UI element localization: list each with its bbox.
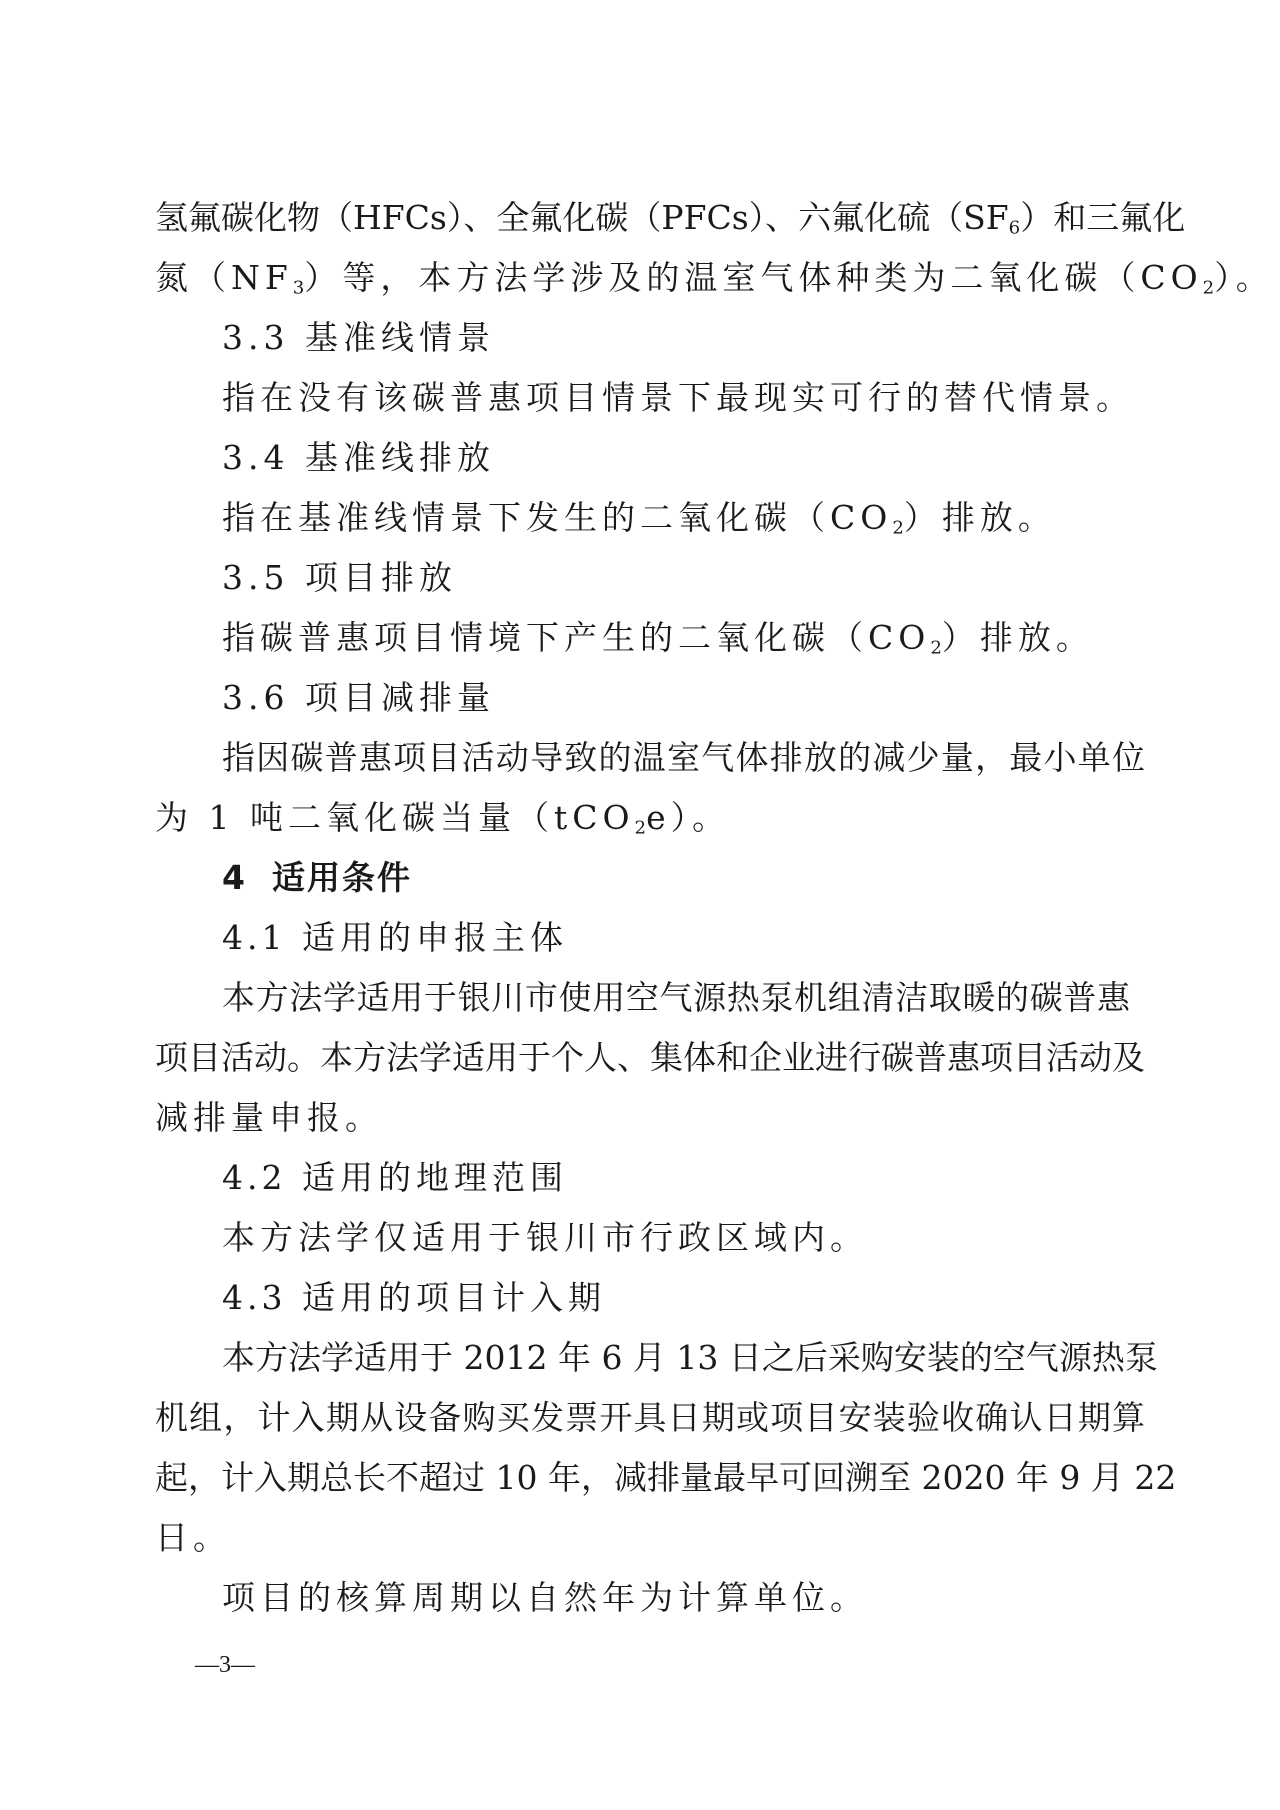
paragraph-line: 本方法学适用于 2012 年 6 月 13 日之后采购安装的空气源热泵	[222, 1338, 1158, 1377]
paragraph-line: 氮$(NF_3)$等，本方法学涉及的温室气体种类为二氧化碳$(CO_2)$。	[155, 258, 1274, 299]
paragraph-line: 项目的核算周期以自然年为计算单位。	[222, 1578, 868, 1617]
paragraph-line: 本方法学仅适用于银川市行政区域内。	[222, 1218, 868, 1257]
paragraph-line: 项目活动。本方法学适用于个人、集体和企业进行碳普惠项目活动及	[155, 1038, 1145, 1077]
section-heading-3-6: 3.6 项目减排量	[222, 678, 495, 717]
paragraph-line: 起，计入期总长不超过 10 年，减排量最早可回溯至 2020 年 9 月 22	[155, 1458, 1177, 1497]
section-heading-3-4: 3.4 基准线排放	[222, 438, 495, 477]
paragraph-line: 指在没有该碳普惠项目情景下最现实可行的替代情景。	[222, 378, 1134, 417]
paragraph-line: 机组，计入期从设备购买发票开具日期或项目安装验收确认日期算	[155, 1398, 1145, 1437]
section-heading-4-1: 4.1 适用的申报主体	[222, 918, 568, 957]
section-heading-3-3: 3.3 基准线情景	[222, 318, 495, 357]
paragraph-line: 为 1 吨二氧化碳当量（tCO$_2$e）。	[155, 798, 731, 839]
section-heading-4: 4 适用条件	[222, 858, 412, 897]
paragraph-line: 指在基准线情景下发生的二氧化碳$(CO_2)$排放。	[222, 498, 1056, 539]
section-heading-4-3: 4.3 适用的项目计入期	[222, 1278, 606, 1317]
paragraph-line: 日。	[155, 1518, 231, 1557]
section-heading-3-5: 3.5 项目排放	[222, 558, 457, 597]
paragraph-line: 本方法学适用于银川市使用空气源热泵机组清洁取暖的碳普惠	[222, 978, 1130, 1017]
paragraph-line: 氢氟碳化物（HFCs）、全氟化碳（PFCs）、六氟化硫$(SF_6)$和三氟化	[155, 198, 1186, 239]
page-number: —3—	[195, 1652, 255, 1678]
paragraph-line: 指因碳普惠项目活动导致的温室气体排放的减少量，最小单位	[222, 738, 1145, 777]
section-heading-4-2: 4.2 适用的地理范围	[222, 1158, 568, 1197]
paragraph-line: 指碳普惠项目情境下产生的二氧化碳$(CO_2)$排放。	[222, 618, 1094, 659]
paragraph-line: 减排量申报。	[155, 1098, 383, 1137]
